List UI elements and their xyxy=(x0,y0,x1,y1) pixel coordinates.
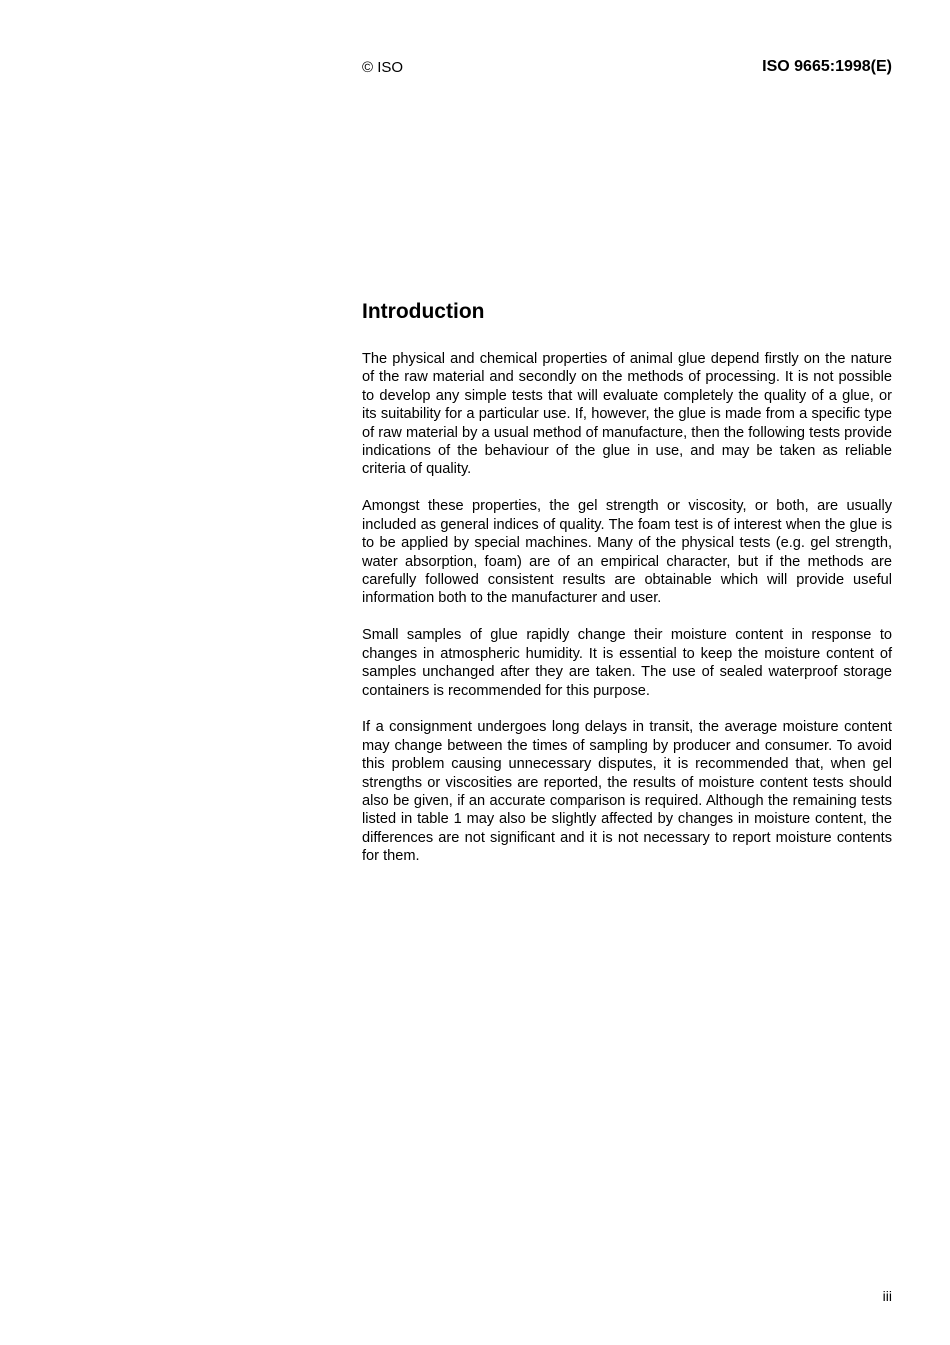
paragraph-4: If a consignment undergoes long delays in transit, the average moisture content may change between the times of sampling by producer and consumer. To avoid this problem causing unnecessary disputes, it is recommended that, when gel strengths or viscosities are reported, the results of moisture content tests should also be given, if an accurate comparison is required. Although the remaining tests listed in table 1 may also be slightly affected by changes in moisture content, the differences are not significant and it is not necessary to report moisture contents for them. xyxy=(362,719,892,865)
page-number: iii xyxy=(882,1288,892,1304)
paragraph-2: Amongst these properties, the gel strength or viscosity, or both, are usually included as general indices of quality. The foam test is of interest when the glue is to be applied by special machines. Many of the physical tests (e.g. gel strength, water absorption, foam) are of an empirical character, but if the methods are carefully followed consistent results are obtainable which will provide useful information both to the manufacturer and user. xyxy=(362,498,892,607)
header-copyright: © ISO xyxy=(362,59,404,76)
paragraph-3: Small samples of glue rapidly change their moisture content in response to changes in atmospheric humidity. It is essential to keep the moisture content of samples unchanged after they are taken. The use of sealed waterproof storage containers is recommended for this purpose. xyxy=(362,627,892,699)
section-title: Introduction xyxy=(362,300,485,323)
paragraph-1: The physical and chemical properties of animal glue depend firstly on the nature of the raw material and secondly on the methods of processing. It is not possible to develop any simple tests that will evaluate completely the quality of a glue, or its suitability for a particular use. If, however, the glue is made from a specific type of raw material by a usual method of manufacture, then the following tests provide indications of the behaviour of the glue in use, and may be taken as reliable criteria of quality. xyxy=(362,351,892,478)
introduction-section xyxy=(362,298,892,884)
header-standard-id: ISO 9665:1998(E) xyxy=(762,58,892,75)
